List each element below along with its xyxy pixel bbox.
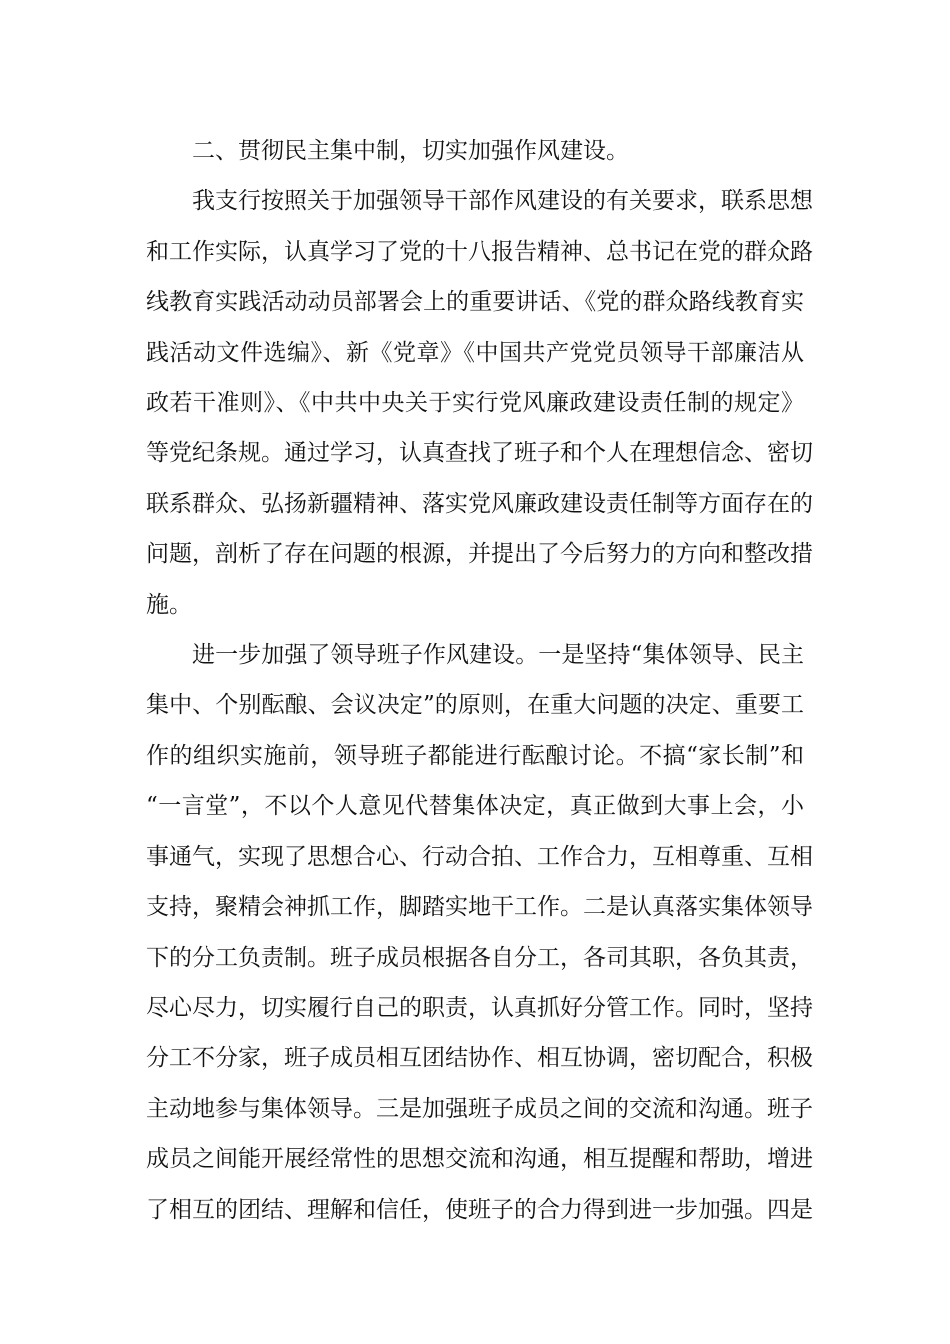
- paragraph-line: 等党纪条规。通过学习，认真查找了班子和个人在理想信念、密切: [146, 440, 813, 467]
- paragraph-line: 践活动文件选编》、新《党章》《中国共产党党员领导干部廉洁从: [146, 339, 804, 366]
- paragraph-line: 下的分工负责制。班子成员根据各自分工，各司其职，各负其责，: [146, 944, 813, 971]
- paragraph-line: 了相互的团结、理解和信任，使班子的合力得到进一步加强。四是: [146, 1196, 813, 1223]
- paragraph-line: 成员之间能开展经常性的思想交流和沟通，相互提醒和帮助，增进: [146, 1146, 813, 1173]
- paragraph-line: 施。: [146, 591, 192, 618]
- paragraph-line: 作的组织实施前，领导班子都能进行酝酿讨论。不搞“家长制”和: [146, 742, 804, 769]
- paragraph-line: 和工作实际，认真学习了党的十八报告精神、总书记在党的群众路: [146, 238, 813, 265]
- paragraph-line: 事通气，实现了思想合心、行动合拍、工作合力，互相尊重、互相: [146, 843, 813, 870]
- paragraph-line: 集中、个别酝酿、会议决定”的原则，在重大问题的决定、重要工: [146, 692, 804, 719]
- paragraph-leadership: [146, 630, 813, 1235]
- document-page: [146, 126, 813, 1235]
- paragraph-line: 问题，剖析了存在问题的根源，并提出了今后努力的方向和整改措: [146, 541, 813, 568]
- paragraph-line: 线教育实践活动动员部署会上的重要讲话、《党的群众路线教育实: [146, 289, 804, 316]
- paragraph-study: [146, 176, 813, 630]
- paragraph-line: 支持，聚精会神抓工作，脚踏实地干工作。二是认真落实集体领导: [146, 894, 813, 921]
- paragraph-line: 分工不分家，班子成员相互团结协作、相互协调，密切配合，积极: [146, 1045, 813, 1072]
- paragraph-line: 我支行按照关于加强领导干部作风建设的有关要求，联系思想: [192, 188, 813, 215]
- paragraph-line: 政若干准则》、《中共中央关于实行党风廉政建设责任制的规定》: [146, 390, 804, 417]
- paragraph-line: 进一步加强了领导班子作风建设。一是坚持“集体领导、民主: [192, 642, 804, 669]
- paragraph-line: 联系群众、弘扬新疆精神、落实党风廉政建设责任制等方面存在的: [146, 490, 813, 517]
- section-heading: 二、贯彻民主集中制，切实加强作风建设。: [192, 138, 629, 164]
- paragraph-line: “一言堂”，不以个人意见代替集体决定，真正做到大事上会，小: [146, 793, 804, 820]
- paragraph-line: 尽心尽力，切实履行自己的职责，认真抓好分管工作。同时，坚持: [146, 994, 813, 1021]
- paragraph-line: 主动地参与集体领导。三是加强班子成员之间的交流和沟通。班子: [146, 1095, 813, 1122]
